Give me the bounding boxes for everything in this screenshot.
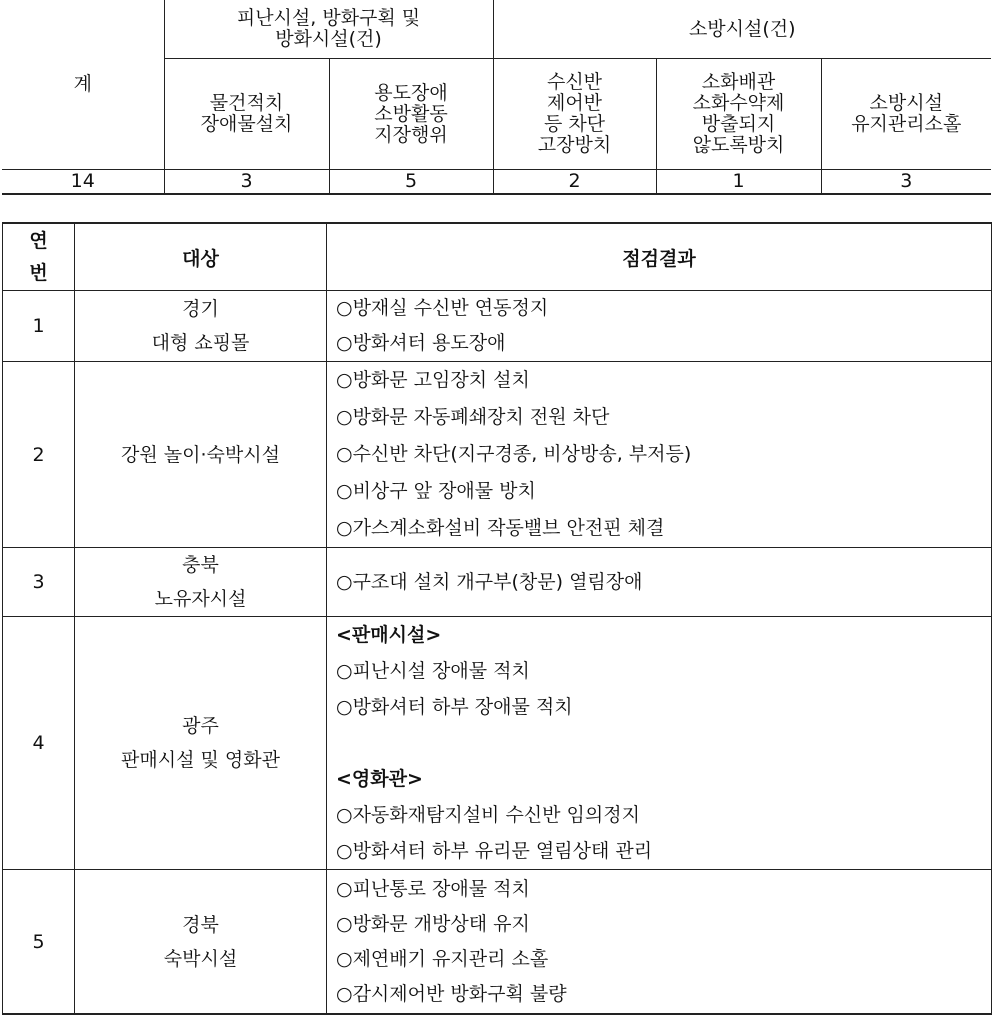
- table-row: [3, 870, 992, 1015]
- column-header-target: 대상: [75, 223, 327, 291]
- row-number: 1: [3, 291, 75, 362]
- row-results: [327, 548, 992, 617]
- result-line: ○피난통로 장애물 적치: [336, 877, 530, 900]
- row-target: 광주 판매시설 및 영화관: [75, 617, 327, 870]
- table-row: [3, 617, 992, 870]
- section-heading-cinema: <영화관>: [336, 768, 423, 790]
- result-line: ○방화문 자동폐쇄장치 전원 차단: [336, 406, 610, 428]
- value-obstacle: 3: [164, 170, 329, 195]
- table-row: [3, 362, 992, 548]
- row-results: [327, 617, 992, 870]
- result-line: ○방화문 개방상태 유지: [336, 912, 530, 935]
- row-number: 5: [3, 870, 75, 1015]
- row-number: 2: [3, 362, 75, 548]
- firefighting-group-header: 소방시설(건): [493, 0, 991, 59]
- row-number: 4: [3, 617, 75, 870]
- result-line: ○방재실 수신반 연동정지: [336, 297, 549, 319]
- section-heading-retail: <판매시설>: [336, 624, 442, 646]
- column-header-obstacle: 물건적치 장애물설치: [164, 59, 329, 170]
- result-line: ○방화셔터 하부 유리문 열림상태 관리: [336, 840, 653, 862]
- column-header-receiver-shutoff: 수신반 제어반 등 차단 고장방치: [493, 59, 656, 170]
- column-header-results: 점검결과: [327, 223, 992, 291]
- column-header-discharge-block: 소화배관 소화수약제 방출되지 않도록방치: [656, 59, 821, 170]
- row-target: 강원 놀이·숙박시설: [75, 362, 327, 548]
- result-line: ○제연배기 유지관리 소홀: [336, 947, 549, 970]
- inspection-table: [2, 222, 992, 1015]
- result-line: ○감시제어반 방화구획 불량: [336, 982, 567, 1005]
- row-results: [327, 362, 992, 548]
- result-line: ○방화셔터 하부 장애물 적치: [336, 696, 573, 718]
- table-row: [3, 548, 992, 617]
- value-receiver-shutoff: 2: [493, 170, 656, 195]
- column-header-usage-obstruction: 용도장애 소방활동 지장행위: [329, 59, 493, 170]
- row-target: 충북 노유자시설: [75, 548, 327, 617]
- column-header-number: 연 번: [3, 223, 75, 291]
- summary-table: [2, 0, 991, 195]
- row-number: 3: [3, 548, 75, 617]
- value-discharge-block: 1: [656, 170, 821, 195]
- table-row: [3, 291, 992, 362]
- result-line: ○자동화재탐지설비 수신반 임의정지: [336, 804, 640, 826]
- total-header: 계: [2, 0, 164, 170]
- result-line: ○피난시설 장애물 적치: [336, 660, 530, 682]
- result-line: ○방화문 고임장치 설치: [336, 369, 530, 391]
- result-line: ○방화셔터 용도장애: [336, 332, 506, 354]
- row-target: 경북 숙박시설: [75, 870, 327, 1015]
- row-results: [327, 870, 992, 1015]
- blank-line: [336, 725, 991, 761]
- value-usage-obstruction: 5: [329, 170, 493, 195]
- row-results: [327, 291, 992, 362]
- evacuation-group-header: 피난시설, 방화구획 및 방화시설(건): [164, 0, 493, 59]
- result-line: ○구조대 설치 개구부(창문) 열림장애: [336, 571, 643, 593]
- column-header-maintenance-neglect: 소방시설 유지관리소홀: [821, 59, 991, 170]
- result-line: ○비상구 앞 장애물 방치: [336, 480, 536, 502]
- row-target: 경기 대형 쇼핑몰: [75, 291, 327, 362]
- result-line: ○가스계소화설비 작동밸브 안전핀 체결: [336, 517, 665, 539]
- total-value: 14: [2, 170, 164, 195]
- value-maintenance-neglect: 3: [821, 170, 991, 195]
- result-line: ○수신반 차단(지구경종, 비상방송, 부저등): [336, 443, 692, 465]
